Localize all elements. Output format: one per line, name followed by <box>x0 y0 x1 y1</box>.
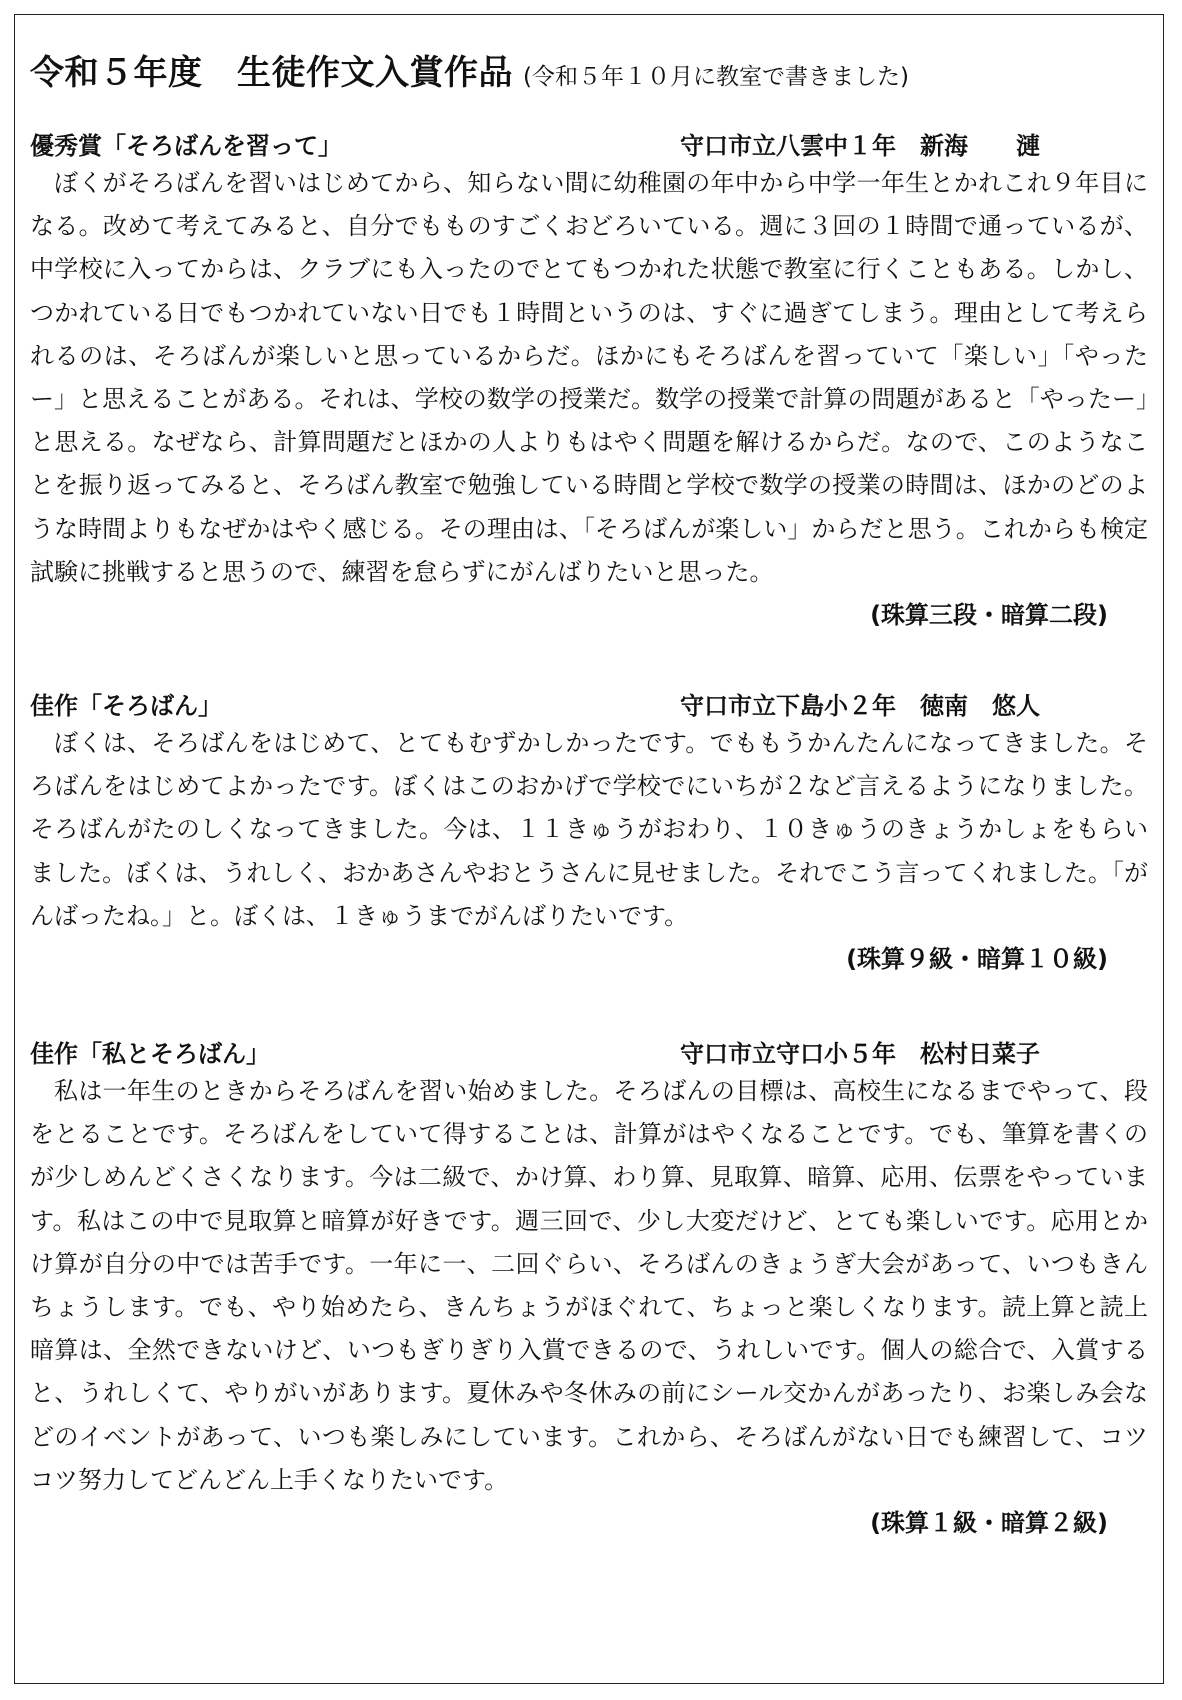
essay-body <box>30 1070 1148 1502</box>
essay-grade: (珠算三段・暗算二段) <box>870 601 1108 630</box>
essay-author: 守口市立下島小２年 徳南 悠人 <box>680 692 1040 720</box>
essay-grade: (珠算９級・暗算１０級) <box>846 945 1108 974</box>
essay-grade: (珠算１級・暗算２級) <box>870 1509 1108 1538</box>
essay-header <box>30 122 1148 162</box>
essay-body <box>30 162 1148 594</box>
essay-award-title: 優秀賞「そろばんを習って」 <box>30 132 342 160</box>
essay-author: 守口市立八雲中１年 新海 漣 <box>680 132 1040 160</box>
essay-1 <box>30 122 1148 637</box>
essay-header <box>30 682 1148 722</box>
essay-award-title: 佳作「私とそろばん」 <box>30 1040 270 1068</box>
essay-text: ぼくは、そろばんをはじめて、とてもむずかしかったです。でももうかんたんになってきました。そろばんをはじめてよかったです。ぼくはこのおかげで学校でにいちが２など言えるようになりました。そろばんがたのしくなってきました。今は、１１きゅうがおわり、１０きゅうのきょうかしょをもらいました。ぼくは、うれしく、おかあさんやおとうさんに見せました。それでこう言ってくれました。「がんばったね。」と。ぼくは、１きゅうまでがんばりたいです。 <box>30 729 1148 930</box>
title-main: 令和５年度 生徒作文入賞作品 <box>30 53 513 93</box>
page-title <box>30 53 909 93</box>
essay-header <box>30 1030 1148 1070</box>
essay-author: 守口市立守口小５年 松村日菜子 <box>680 1040 1040 1068</box>
title-subtitle: (令和５年１０月に教室で書きました) <box>523 64 909 90</box>
essay-text: ぼくがそろばんを習いはじめてから、知らない間に幼稚園の年中から中学一年生とかれこれ９年目になる。改めて考えてみると、自分でもものすごくおどろいている。週に３回の１時間で通っているが、中学校に入ってからは、クラブにも入ったのでとてもつかれた状態で教室に行くこともある。しかし、つかれている日でもつかれていない日でも１時間というのは、すぐに過ぎてしまう。理由として考えられるのは、そろばんが楽しいと思っているからだ。ほかにもそろばんを習っていて「楽しい」「やったー」と思えることがある。それは、学校の数学の授業だ。数学の授業で計算の問題があると「やったー」と思える。なぜなら、計算問題だとほかの人よりもはやく問題を解けるからだ。なので、このようなことを振り返ってみると、そろばん教室で勉強している時間と学校で数学の授業の時間は、ほかのどのような時間よりもなぜかはやく感じる。その理由は、「そろばんが楽しい」からだと思う。これからも検定試験に挑戦すると思うので、練習を怠らずにがんばりたいと思った。 <box>30 169 1148 586</box>
essay-2 <box>30 682 1148 981</box>
essay-text: 私は一年生のときからそろばんを習い始めました。そろばんの目標は、高校生になるまでやって、段をとることです。そろばんをしていて得することは、計算がはやくなることです。でも、筆算を書くのが少しめんどくさくなります。今は二級で、かけ算、わり算、見取算、暗算、応用、伝票をやっています。私はこの中で見取算と暗算が好きです。週三回で、少し大変だけど、とても楽しいです。応用とかけ算が自分の中では苦手です。一年に一、二回ぐらい、そろばんのきょうぎ大会があって、いつもきんちょうします。でも、やり始めたら、きんちょうがほぐれて、ちょっと楽しくなります。読上算と読上暗算は、全然できないけど、いつもぎりぎり入賞できるので、うれしいです。個人の総合で、入賞すると、うれしくて、やりがいがあります。夏休みや冬休みの前にシール交かんがあったり、お楽しみ会などのイベントがあって、いつも楽しみにしています。これから、そろばんがない日でも練習して、コツコツ努力してどんどん上手くなりたいです。 <box>30 1077 1148 1494</box>
essay-3 <box>30 1030 1148 1545</box>
essay-body <box>30 722 1148 938</box>
essay-award-title: 佳作「そろばん」 <box>30 692 222 720</box>
